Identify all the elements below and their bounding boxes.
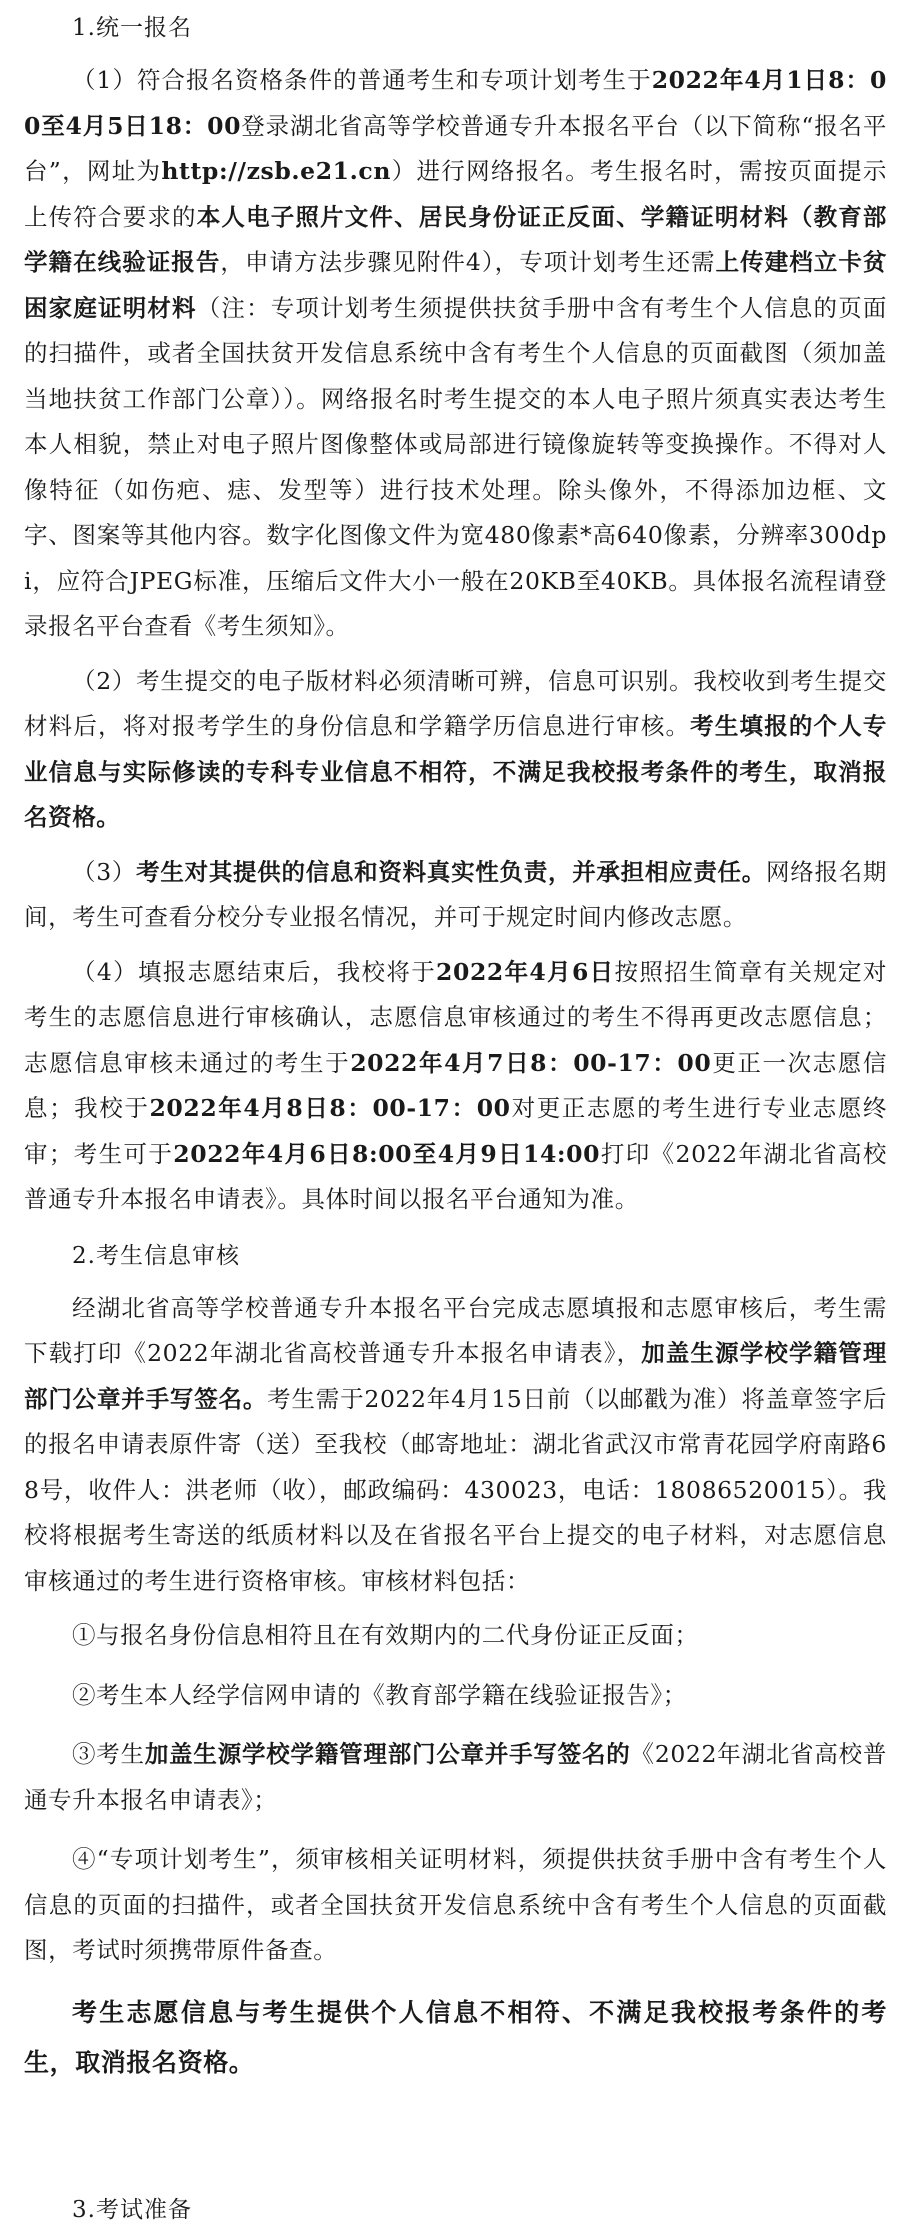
text-run: （3） (72, 857, 137, 886)
registration-platform-url: http://zsb.e21.cn (161, 157, 391, 185)
registration-period: 2022年4月1日8：00至4月5日18：00 (24, 66, 887, 140)
text-run: 登录湖北省高等学校普通专升本报名平台（以下简称“报名平台”，网址为 (24, 111, 888, 185)
text-run: ③考生 (72, 1740, 145, 1768)
correction-period: 2022年4月7日8：00-17：00 (350, 1048, 712, 1077)
text-run: ，申请方法步骤见附件4），专项计划考生还需 (220, 248, 716, 276)
final-disqualification-note: 考生志愿信息与考生提供个人信息不相符、不满足我校报考条件的考生，取消报名资格。 (24, 1997, 887, 2077)
final-review-period: 2022年4月8日8：00-17：00 (149, 1094, 511, 1122)
text-run: 《2022年湖北省高校普通专升本报名申请表》； (24, 1740, 888, 1814)
text-run: 网络报名期间，考生可查看分校分专业报名情况，并可于规定时间内修改志愿。 (24, 857, 887, 931)
section-heading-unified-registration: 1.统一报名 (72, 15, 192, 41)
text-run: 对更正志愿的考生进行专业志愿终审；考生可于 (24, 1094, 888, 1168)
paragraph-registration-1 (24, 58, 887, 650)
text-run: 按照招生简章有关规定对考生的志愿信息进行审核确认，志愿信息审核通过的考生不得再更改志愿信息；志愿信息审核未通过的考生于 (24, 957, 887, 1077)
section-heading-info-review: 2.考生信息审核 (72, 1242, 240, 1269)
paragraph-registration-3 (24, 850, 887, 941)
review-date: 2022年4月6日 (436, 957, 615, 986)
text-run: ）进行网络报名。考生报名时，需按页面提示上传符合要求的 (24, 157, 887, 231)
text-run: （1）符合报名资格条件的普通考生和专项计划考生于 (72, 66, 652, 94)
text-run: （ (788, 202, 814, 231)
paragraph-registration-4 (24, 950, 887, 1223)
text-run: （注：专项计划考生须提供扶贫手册中含有考生个人信息的页面的扫描件，或者全国扶贫开发信息系统中含有考生个人信息的页面截图（须加盖当地扶贫工作部门公章））。网络报名时考生提交的本人电子照片须真实表达考生本人相貌，禁止对电子照片图像整体或局部进行镜像旋转等变换操作。不得对人像特征（如伤疤、痣、发型等）进行技术处理。除头像外，不得添加边框、文字、图案等其他内容。数字化图像文件为宽480像素*高640像素，分辨率300dpi，应符合JPEG标准，压缩后文件大小一般在20KB至40KB。具体报名流程请登录报名平台查看《考生须知》。 (24, 293, 887, 640)
review-item-1: ①与报名身份信息相符且在有效期内的二代身份证正反面； (72, 1621, 699, 1649)
responsibility-note: 考生对其提供的信息和资料真实性负责，并承担相应责任。 (136, 857, 766, 886)
print-period: 2022年4月6日8:00至4月9日14:00 (173, 1139, 601, 1168)
stamp-and-signature-note: 加盖生源学校学籍管理部门公章并手写签名的 (144, 1740, 631, 1768)
student-status-report: 教育部学籍在线验证报告 (24, 202, 888, 276)
text-run: 打印《2022年湖北省高校普通专升本报名申请表》。具体时间以报名平台通知为准。 (24, 1139, 888, 1213)
text-run: 考生需于2022年4月15日前（以邮戳为准）将盖章签字后的报名申请表原件寄（送）至我校（邮寄地址：湖北省武汉市常青花园学府南路68号，收件人：洪老师（收），邮政编码：430023，电话：18086520015）。我校将根据考生寄送的纸质材料以及在省报名平台上提交的电子材料，对志愿信息审核通过的考生进行资格审核。审核材料包括： (24, 1384, 888, 1595)
text-run: 更正一次志愿信息；我校于 (24, 1048, 887, 1122)
required-upload-files: 本人电子照片文件、居民身份证正反面、学籍证明材料 (196, 202, 789, 231)
text-run: （2）考生提交的电子版材料必须清晰可辨，信息可识别。我校收到考生提交材料后，将对报考学生的身份信息和学籍学历信息进行审核。 (24, 666, 887, 740)
review-item-2: ②考生本人经学信网申请的《教育部学籍在线验证报告》； (72, 1680, 687, 1709)
stamp-and-signature-note: 加盖生源学校学籍管理部门公章并手写签名。 (24, 1339, 887, 1413)
review-item-4: ④“专项计划考生”，须审核相关证明材料，须提供扶贫手册中含有考生个人信息的页面的扫描件，或者全国扶贫开发信息系统中含有考生个人信息的页面截图，考试时须携带原件备查。 (24, 1845, 887, 1964)
text-run: （4）填报志愿结束后，我校将于 (72, 957, 437, 986)
review-item-3 (24, 1732, 887, 1823)
disqualification-note: 考生填报的个人专业信息与实际修读的专科专业信息不相符，不满足我校报考条件的考生，取消报名资格。 (24, 712, 887, 831)
text-run: 经湖北省高等学校普通专升本报名平台完成志愿填报和志愿审核后，考生需下载打印《2022年湖北省高校普通专升本报名申请表》， (24, 1293, 887, 1367)
section-heading-exam-prep-partial: 3.考试准备 (72, 2197, 192, 2223)
poverty-proof-upload: 上传建档立卡贫困家庭证明材料 (24, 248, 887, 322)
paragraph-info-review (24, 1286, 887, 1605)
paragraph-registration-2 (24, 659, 887, 841)
